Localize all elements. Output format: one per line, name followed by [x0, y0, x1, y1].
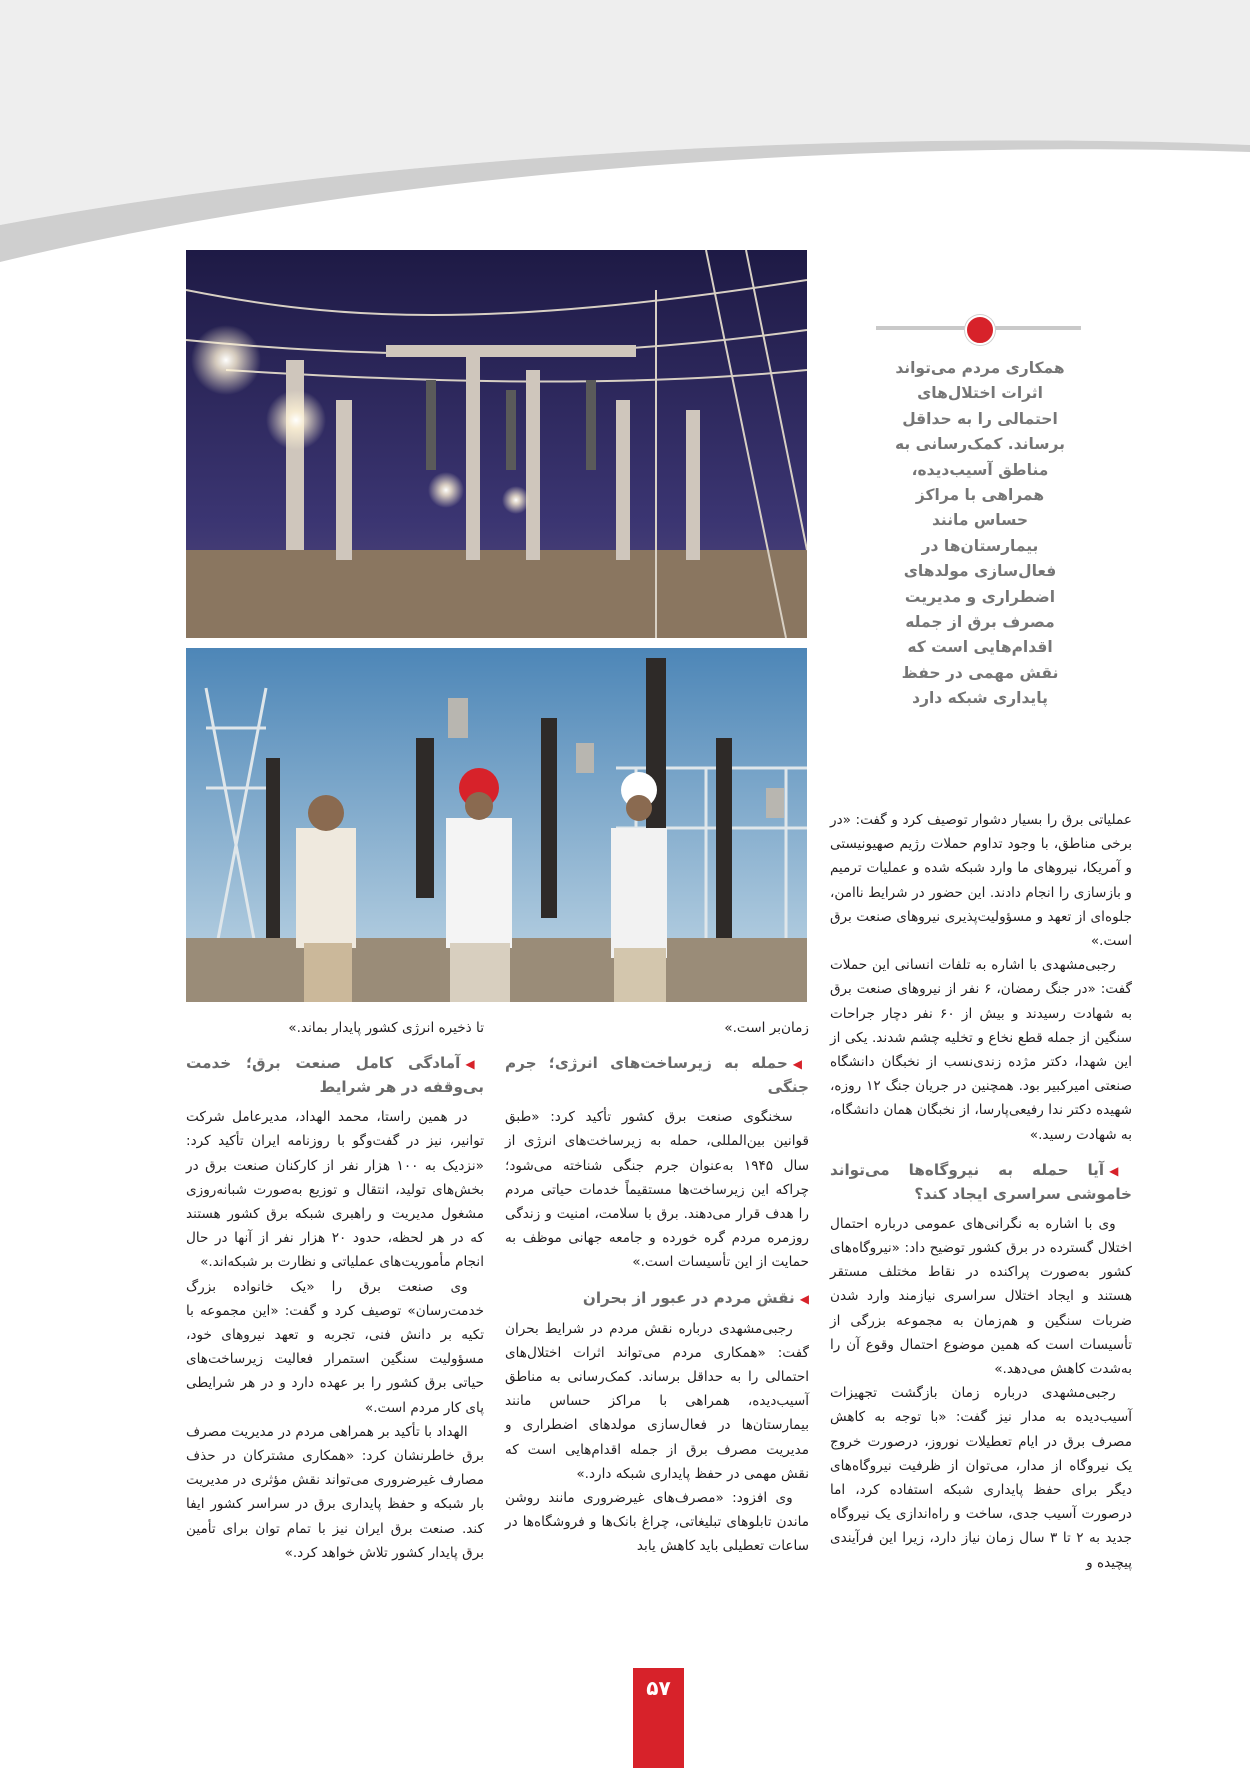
paragraph: عملیاتی برق را بسیار دشوار توصیف کرد و گفت: «در برخی مناطق، با وجود تداوم حملات رژیم صهیونیستی و آمریکا، نیروهای ما وارد شبکه شده و عملیات ترمیم و بازسازی را انجام دادند. این حضور در شرایط ناامن، جلوه‌ای از تعهد و مسؤولیت‌پذیری نیروهای صنعت برق است.» — [830, 812, 1132, 950]
section-heading-text: آمادگی کامل صنعت برق؛ خدمت بی‌وقفه در هر شرایط — [186, 1054, 484, 1097]
triangle-bullet-icon: ◀ — [799, 1291, 809, 1306]
paragraph: الهداد با تأکید بر همراهی مردم در مدیریت مصرف برق خاطرنشان کرد: «همکاری مشترکان در حذف مصارف غیرضروری می‌تواند نقش مؤثری در مدیریت بار شبکه و حفظ پایداری برق در سراسر کشور ایفا کند. صنعت برق ایران نیز با تمام توان برای تأمین برق پایدار کشور تلاش خواهد کرد.» — [186, 1423, 484, 1561]
pull-quote-dot-icon — [965, 315, 995, 345]
section-heading — [505, 1287, 809, 1311]
section-heading — [830, 1159, 1132, 1206]
paragraph-continuation: زمان‌بر است.» — [724, 1020, 809, 1036]
header-curve-decoration — [0, 0, 1250, 270]
pull-quote: همکاری مردم می‌تواند اثرات اختلال‌های احتمالی را به حداقل برساند. کمک‌رسانی به مناطق آسیب‌دیده، همراهی با مراکز حساس مانند بیمارستان‌ها در فعال‌سازی مولدهای اضطراری و مدیریت مصرف برق از جمله اقدام‌هایی است که نقش مهمی در حفظ پایداری شبکه دارد — [895, 359, 1065, 708]
article-column-right — [830, 808, 1132, 1575]
page-number: ۵۷ — [633, 1668, 684, 1768]
article-column-middle — [505, 1016, 809, 1559]
section-heading — [505, 1052, 809, 1099]
section-heading — [186, 1052, 484, 1099]
paragraph: وی صنعت برق را «یک خانواده بزرگ خدمت‌رسان» توصیف کرد و گفت: «این مجموعه با تکیه بر دانش فنی، تجربه و تعهد نیروهای خود، مسؤولیت سنگین استمرار فعالیت زیرساخت‌های حیاتی برق کشور را بر عهده دارد و در هر شرایطی پای کار مردم است.» — [186, 1278, 484, 1416]
triangle-bullet-icon: ◀ — [465, 1057, 484, 1072]
paragraph: وی با اشاره به نگرانی‌های عمومی درباره احتمال اختلال گسترده در برق کشور توضیح داد: «نیروگاه‌های کشور به‌صورت پراکنده در نقاط مختلف مستقر هستند و ایجاد اختلال سراسری نیازمند وارد شدن ضربات سنگین و هم‌زمان به مجموعه بزرگی از تأسیسات است که همین موضوع احتمال وقوع آن را به‌شدت کاهش می‌دهد.» — [830, 1215, 1132, 1378]
paragraph: سخنگوی صنعت برق کشور تأکید کرد: «طبق قوانین بین‌المللی، حمله به زیرساخت‌های انرژی از سال ۱۹۴۵ به‌عنوان جرم جنگی شناخته می‌شود؛ چراکه این زیرساخت‌ها مستقیماً خدمات حیاتی مردم را هدف قرار می‌دهند. برق با سلامت، امنیت و زندگی روزمره مردم گره خورده و جامعه جهانی موظف به حمایت از این تأسیسات است.» — [505, 1109, 809, 1271]
triangle-bullet-icon: ◀ — [792, 1057, 809, 1072]
paragraph: رجبی‌مشهدی درباره زمان بازگشت تجهیزات آسیب‌دیده به مدار نیز گفت: «با توجه به کاهش مصرف برق در ایام تعطیلات نوروز، درصورت خروج یک نیروگاه از مدار، می‌توان از ظرفیت نیروگاه‌های دیگر برای حفظ پایداری شبکه استفاده کرد، اما درصورت آسیب جدی، ساخت و راه‌اندازی یک نیروگاه جدید به ۲ تا ۳ سال زمان نیاز دارد، زیرا این فرآیندی پیچیده و — [830, 1385, 1132, 1571]
paragraph: وی افزود: «مصرف‌های غیرضروری مانند روشن ماندن تابلوهای تبلیغاتی، چراغ بانک‌ها و فروشگاه‌ها در ساعات تعطیلی باید کاهش یابد — [505, 1490, 809, 1555]
section-heading-text: نقش مردم در عبور از بحران — [582, 1288, 795, 1307]
paragraph: رجبی‌مشهدی با اشاره به تلفات انسانی این حملات گفت: «در جنگ رمضان، ۶ نفر از نیروهای صنعت برق به شهادت رسیدند و بیش از ۶۰ نفر دچار جراحات سنگین از جمله قطع نخاع و تخلیه چشم شدند. یکی از این شهدا، دکتر مژده زندی‌نسب از نخبگان دانشگاه صنعتی امیرکبیر بود. همچنین در جریان جنگ ۱۲ روزه، شهیده دکتر ندا رفیعی‌پارسا، از نخبگان همان دانشگاه، به شهادت رسید.» — [830, 957, 1132, 1143]
section-heading-text: حمله به زیرساخت‌های انرژی؛ جرم جنگی — [505, 1054, 809, 1097]
triangle-bullet-icon: ◀ — [1109, 1163, 1132, 1178]
paragraph-continuation: تا ذخیره انرژی کشور پایدار بماند.» — [288, 1020, 484, 1036]
paragraph: رجبی‌مشهدی درباره نقش مردم در شرایط بحران گفت: «همکاری مردم می‌تواند اثرات اختلال‌های احتمالی را به حداقل برساند. کمک‌رسانی به مناطق آسیب‌دیده، همراهی با مراکز حساس مانند بیمارستان‌ها در فعال‌سازی مولدهای اضطراری و مدیریت مصرف برق از جمله اقدام‌هایی است که نقش مهمی در حفظ پایداری شبکه دارد.» — [505, 1320, 809, 1482]
section-heading-text: آیا حمله به نیروگاه‌ها می‌تواند خاموشی سراسری ایجاد کند؟ — [830, 1160, 1132, 1203]
paragraph: در همین راستا، محمد الهداد، مدیرعامل شرکت توانیر، نیز در گفت‌وگو با روزنامه ایران تأکید کرد: «نزدیک به ۱۰۰ هزار نفر از کارکنان صنعت برق در بخش‌های تولید، انتقال و توزیع به‌صورت شبانه‌روزی مشغول مدیریت و راهبری شبکه برق کشور هستند که در هر لحظه، حدود ۲۰ هزار نفر از آنها در حال انجام مأموریت‌های عملیاتی و نظارت بر شبکه‌اند.» — [186, 1109, 484, 1271]
article-column-left — [186, 1016, 484, 1565]
workers-substation-photo — [186, 648, 807, 1002]
substation-night-photo — [186, 250, 807, 638]
